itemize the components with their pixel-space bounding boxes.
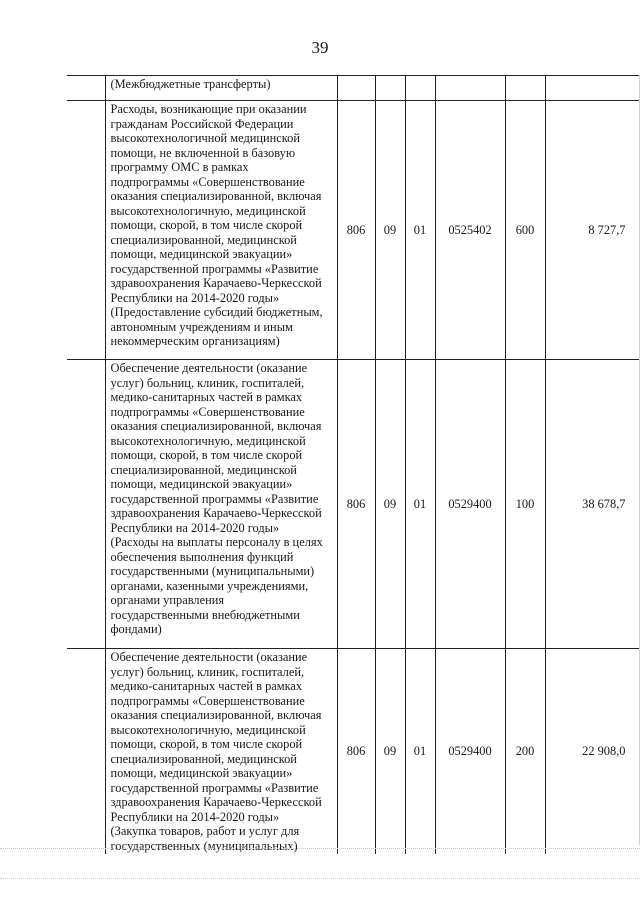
description-line: фондами) [110,622,162,636]
ministry-code-cell: 806 [337,360,375,649]
ministry-code-cell [337,76,375,101]
ministry-code-cell: 806 [337,101,375,360]
description-line: высокотехнологичную, медицинской [110,722,306,737]
description-line: подпрограммы «Совершенствование [110,693,305,708]
amount-cell: 22 908,0 [545,649,640,855]
description-line: услуг) больниц, клиник, госпиталей, [110,664,305,679]
description-line: помощи, медицинской эвакуации» [110,766,293,780]
description-line: программу ОМС в рамках [110,160,249,174]
description-line: государственной программы «Развитие [110,491,319,506]
amount-cell [545,76,640,101]
ministry-code-cell: 806 [337,649,375,855]
description-cell [105,649,337,855]
target-article-cell: 0525402 [435,101,505,360]
scan-artifact-line [0,878,640,879]
subsection-code-cell: 01 [405,360,435,649]
scan-artifact-line [0,848,640,849]
description-line: специализированной, медицинской [110,751,297,766]
description-line: оказания специализированной, включая [110,708,322,722]
table-body [67,76,640,855]
description-cell [105,76,337,101]
table-row [67,360,640,649]
section-code-cell [375,76,405,101]
description-line: высокотехнологичную, медицинской [110,203,306,218]
description-line: органами управления [110,593,225,607]
description-line: Расходы, возникающие при оказании [110,102,307,116]
subsection-code-cell: 01 [405,101,435,360]
description-cell [105,360,337,649]
row-number-cell [67,101,105,360]
subsection-code-cell: 01 [405,649,435,855]
section-code-cell: 09 [375,649,405,855]
description-line: Республики на 2014-2020 годы» [110,290,280,305]
description-line: Обеспечение деятельности (оказание [110,650,308,664]
target-article-cell [435,76,505,101]
description-line: подпрограммы «Совершенствование [110,404,305,419]
description-line: (Межбюджетные трансферты) [110,77,271,91]
description-line: (Закупка товаров, работ и услуг для [110,824,300,838]
expense-type-cell: 600 [505,101,545,360]
description-line: оказания специализированной, включая [110,419,322,433]
description-line: высокотехнологичной медицинской [110,131,301,145]
description-line: Республики на 2014-2020 годы» [110,809,280,824]
description-line: помощи, скорой, в том числе скорой [110,218,303,232]
expense-type-cell [505,76,545,101]
row-number-cell [67,649,105,855]
amount-cell: 8 727,7 [545,101,640,360]
page-number: 39 [311,38,329,57]
subsection-code-cell [405,76,435,101]
description-line: помощи, скорой, в том числе скорой [110,737,303,751]
description-line: государственных (муниципальных) [110,838,298,853]
description-line: услуг) больниц, клиник, госпиталей, [110,375,305,390]
description-line: обеспечения выполнения функций [110,549,294,564]
row-number-cell [67,360,105,649]
description-line: подпрограммы «Совершенствование [110,174,305,189]
description-cell [105,101,337,360]
description-line: (Расходы на выплаты персоналу в целях [110,535,323,549]
description-line: помощи, скорой, в том числе скорой [110,448,303,462]
expense-type-cell: 200 [505,649,545,855]
description-line: гражданам Российской Федерации [110,116,294,131]
description-line: помощи, медицинской эвакуации» [110,477,293,491]
description-line: Обеспечение деятельности (оказание [110,361,308,375]
description-line: специализированной, медицинской [110,232,297,247]
table-row [67,76,640,101]
description-line: специализированной, медицинской [110,462,297,477]
row-number-cell [67,76,105,101]
target-article-cell: 0529400 [435,360,505,649]
description-line: государственной программы «Развитие [110,261,319,276]
target-article-cell: 0529400 [435,649,505,855]
description-line: государственными (муниципальными) [110,564,315,578]
amount-cell: 38 678,7 [545,360,640,649]
description-line: медико-санитарных частей в рамках [110,679,303,693]
expense-type-cell: 100 [505,360,545,649]
description-line: государственными внебюджетными [110,607,300,622]
description-line: некоммерческим организациям) [110,334,280,348]
table-row [67,101,640,360]
description-line: Республики на 2014-2020 годы» [110,520,280,535]
description-line: здравоохранения Карачаево-Черкесской [110,276,322,290]
budget-table [67,75,640,854]
description-line: государственной программы «Развитие [110,780,319,795]
section-code-cell: 09 [375,360,405,649]
description-line: (Предоставление субсидий бюджетным, [110,305,323,319]
section-code-cell: 09 [375,101,405,360]
description-line: помощи, медицинской эвакуации» [110,247,293,261]
description-line: органами, казенными учреждениями, [110,578,309,593]
description-line: высокотехнологичную, медицинской [110,433,306,448]
description-line: здравоохранения Карачаево-Черкесской [110,506,322,520]
description-line: медико-санитарных частей в рамках [110,390,303,404]
description-line: здравоохранения Карачаево-Черкесской [110,795,322,809]
description-line: помощи, не включенной в базовую [110,145,296,160]
description-line: оказания специализированной, включая [110,189,322,203]
table-row [67,649,640,855]
description-line: автономным учреждениям и иным [110,319,293,334]
